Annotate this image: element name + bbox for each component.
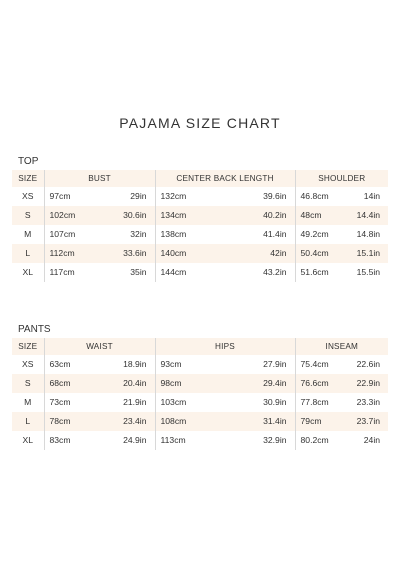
cm-cell: 140cm xyxy=(155,244,218,263)
page-title: PAJAMA SIZE CHART xyxy=(119,115,281,131)
inch-cell: 22.6in xyxy=(356,359,381,369)
column-header: SIZE xyxy=(12,170,44,187)
inch-cell: 29in xyxy=(130,191,147,201)
cm-cell: 117cm xyxy=(44,263,102,282)
inch-cell: 24.9in xyxy=(123,435,147,445)
table-row xyxy=(12,206,388,225)
size-cell: M xyxy=(24,397,32,407)
cm-cell: 113cm xyxy=(155,431,218,450)
cm-cell: 103cm xyxy=(155,393,218,412)
cm-cell: 80.2cm xyxy=(295,431,346,450)
inch-cell: 41.4in xyxy=(263,229,287,239)
column-header: HIPS xyxy=(155,338,295,355)
table-row xyxy=(12,244,388,263)
size-cell: M xyxy=(24,229,32,239)
inch-cell: 14.8in xyxy=(356,229,381,239)
cm-cell: 78cm xyxy=(44,412,102,431)
pants-size-table xyxy=(12,338,388,450)
cm-cell: 63cm xyxy=(44,355,102,374)
inch-cell: 20.4in xyxy=(102,374,155,393)
column-header: CENTER BACK LENGTH xyxy=(155,170,295,187)
column-header: BUST xyxy=(44,170,155,187)
cm-cell: 132cm xyxy=(155,187,218,206)
inch-cell: 27.9in xyxy=(263,359,287,369)
column-header: SHOULDER xyxy=(295,170,388,187)
inch-cell: 30.9in xyxy=(263,397,287,407)
size-cell: S xyxy=(12,374,44,393)
pants-section-label: PANTS xyxy=(18,324,51,335)
size-cell: L xyxy=(12,244,44,263)
cm-cell: 93cm xyxy=(155,355,218,374)
table-row xyxy=(12,412,388,431)
pants-header-row xyxy=(12,338,388,355)
size-cell: XL xyxy=(22,435,33,445)
top-section-label: TOP xyxy=(18,156,39,167)
pants-table-body xyxy=(12,338,388,450)
table-row xyxy=(12,225,388,244)
cm-cell: 48cm xyxy=(295,206,346,225)
inch-cell: 30.6in xyxy=(102,206,155,225)
inch-cell: 18.9in xyxy=(123,359,147,369)
inch-cell: 14.4in xyxy=(346,206,388,225)
cm-cell: 75.4cm xyxy=(295,355,346,374)
cm-cell: 112cm xyxy=(44,244,102,263)
cm-cell: 46.8cm xyxy=(295,187,346,206)
top-header-row xyxy=(12,170,388,187)
table-row xyxy=(12,355,388,374)
inch-cell: 21.9in xyxy=(123,397,147,407)
inch-cell: 42in xyxy=(218,244,295,263)
column-header: SIZE xyxy=(12,338,44,355)
cm-cell: 49.2cm xyxy=(295,225,346,244)
size-cell: XS xyxy=(22,191,34,201)
cm-cell: 73cm xyxy=(44,393,102,412)
table-row xyxy=(12,187,388,206)
top-size-table xyxy=(12,170,388,282)
inch-cell: 43.2in xyxy=(263,267,287,277)
cm-cell: 77.8cm xyxy=(295,393,346,412)
inch-cell: 15.5in xyxy=(356,267,381,277)
inch-cell: 29.4in xyxy=(218,374,295,393)
column-header: INSEAM xyxy=(295,338,388,355)
cm-cell: 108cm xyxy=(155,412,218,431)
cm-cell: 68cm xyxy=(44,374,102,393)
size-cell: S xyxy=(12,206,44,225)
column-header: WAIST xyxy=(44,338,155,355)
size-cell: XL xyxy=(22,267,33,277)
cm-cell: 51.6cm xyxy=(295,263,346,282)
cm-cell: 107cm xyxy=(44,225,102,244)
inch-cell: 14in xyxy=(363,191,381,201)
cm-cell: 98cm xyxy=(155,374,218,393)
inch-cell: 23.4in xyxy=(102,412,155,431)
inch-cell: 15.1in xyxy=(346,244,388,263)
inch-cell: 23.7in xyxy=(346,412,388,431)
table-row xyxy=(12,431,388,450)
table-row xyxy=(12,393,388,412)
size-cell: L xyxy=(12,412,44,431)
cm-cell: 76.6cm xyxy=(295,374,346,393)
inch-cell: 22.9in xyxy=(346,374,388,393)
size-cell: XS xyxy=(22,359,34,369)
cm-cell: 102cm xyxy=(44,206,102,225)
table-row xyxy=(12,374,388,393)
inch-cell: 31.4in xyxy=(218,412,295,431)
cm-cell: 79cm xyxy=(295,412,346,431)
table-row xyxy=(12,263,388,282)
inch-cell: 32.9in xyxy=(263,435,287,445)
cm-cell: 97cm xyxy=(44,187,102,206)
inch-cell: 40.2in xyxy=(218,206,295,225)
inch-cell: 33.6in xyxy=(102,244,155,263)
inch-cell: 32in xyxy=(130,229,147,239)
inch-cell: 35in xyxy=(130,267,147,277)
top-table-body xyxy=(12,170,388,282)
cm-cell: 50.4cm xyxy=(295,244,346,263)
inch-cell: 39.6in xyxy=(263,191,287,201)
cm-cell: 138cm xyxy=(155,225,218,244)
cm-cell: 134cm xyxy=(155,206,218,225)
inch-cell: 24in xyxy=(363,435,381,445)
cm-cell: 144cm xyxy=(155,263,218,282)
cm-cell: 83cm xyxy=(44,431,102,450)
inch-cell: 23.3in xyxy=(356,397,381,407)
